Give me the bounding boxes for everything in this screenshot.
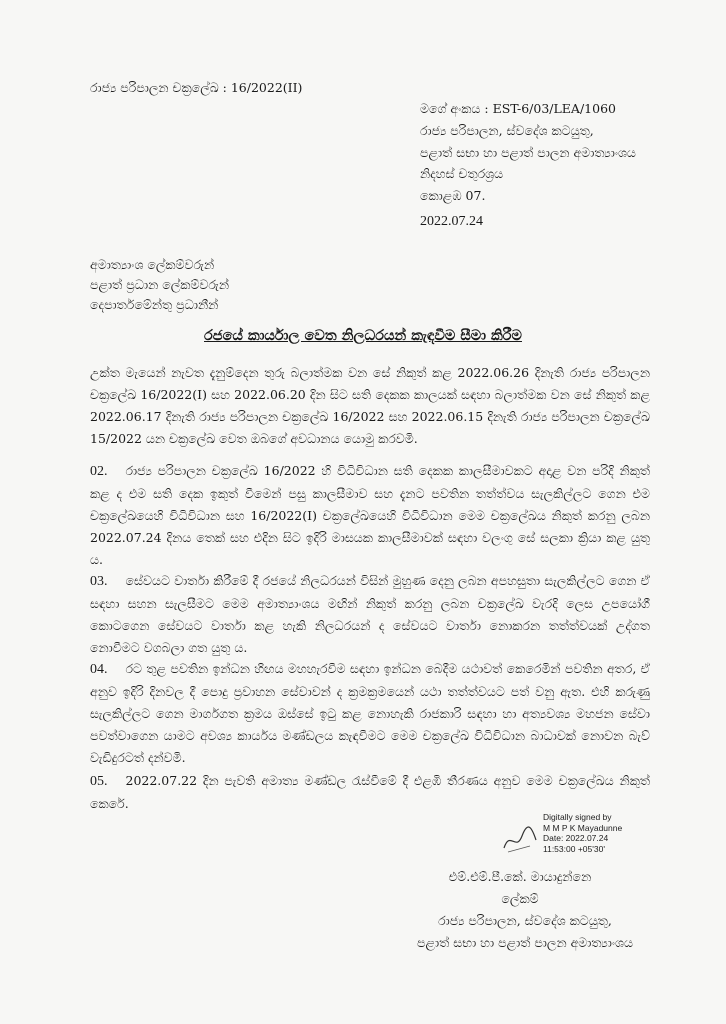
reference-number: මගේ අංකය : EST-6/03/LEA/1060 xyxy=(420,101,616,116)
address-line: පළාත් සභා හා පළාත් පාලන අමාත්‍යාංශය xyxy=(420,145,636,160)
signature-line: Digitally signed by xyxy=(543,812,612,822)
recipient-line: පළාත් ප්‍රධාන ලේකම්වරුන් xyxy=(90,277,229,292)
paragraph-number: 02. xyxy=(90,464,108,479)
signer-designation: ලේකම් xyxy=(501,891,539,906)
address-line: නිදහස් චතුරශ්‍රය xyxy=(420,166,504,181)
signer-ministry-line: පළාත් සභා හා පළාත් පාලන අමාත්‍යාංශය xyxy=(417,935,633,950)
paragraph-number: 05. xyxy=(90,774,108,789)
intro-paragraph: උක්ත මැයෙන් නැවත දැනුම්දෙන තුරු බලාත්මක වන සේ නිකුත් කළ 2022.06.26 දිනැති රාජ්‍ය පරිපාලන චක්‍රලේඛ 16/2022(I) සහ 2022.06.20 දින සිට සති දෙකක කාලයක් සඳහා බලාත්මක වන සේ නිකුත් කළ 2022.06.17 දිනැති රාජ්‍ය පරිපාලන චක්‍රලේඛ 16/2022 සහ 2022.06.15 දිනැති රාජ්‍ය පරිපාලන චක්‍රලේඛ 15/2022 යන චක්‍රලේඛ වෙත ඔබගේ අවධානය යොමු කරවමි. xyxy=(90,365,650,446)
recipient-line: දෙපාර්තමේන්තු ප්‍රධානීන් xyxy=(90,297,219,312)
signature-line: M M P K Mayadunne xyxy=(543,822,623,833)
paragraph-02 xyxy=(90,460,650,571)
digital-signature-stamp xyxy=(543,812,663,854)
signer-ministry-line: රාජ්‍ය පරිපාලන, ස්වදේශ කටයුතු, xyxy=(438,913,612,928)
paragraph-text: රට තුළ පවතින ඉන්ධන හිඟය මහහැරවීම සඳහා ඉන්ධන බෙදීම යථාවත් කෙරෙමින් පවතින අතර, ඒ අනුව ඉදිරි දිනවල දී පොදු ප්‍රවාහන සේවාවන් ද ක්‍රමක්‍රමයෙන් යථා තත්ත්වයට පත් වනු ඇත. එහි කරුණු සැලකිල්ලට ගෙන මාර්ගගත ක්‍රමය ඔස්සේ ඉටු කළ නොහැකි රාජකාරි සඳහා හා අත්‍යවශ්‍ය මහජන සේවා පවත්වාගෙන යාමට අවශ්‍ය කාර්යය මණ්ඩලය කැඳවීමට මෙම චක්‍රලේඛ විධිවිධාන බාධාවක් නොවන බැව් වැඩිදුරටත් දන්වමි. xyxy=(90,661,650,765)
paragraph-text: රාජ්‍ය පරිපාලන චක්‍රලේඛ 16/2022 හි විධිවිධාන සති දෙකක කාලසීමාවකට අදාළ වන පරිදි නිකුත් කළ ද එම සති දෙක ඉකුත් වීමෙන් පසු කාලසීමාව සහ දැනට පවතින තත්ත්වය සැලකිල්ලට ගෙන එම චක්‍රලේඛයෙහි විධිවිධාන සහ 16/2022(I) චක්‍රලේඛයෙහි විධිවිධාන මෙම චක්‍රලේඛය නිකුත් කරනු ලබන 2022.07.24 දිනය තෙක් සහ එදින සිට ඉදිරි මාසයක කාලසීමාවක් සඳහා වලංගු සේ සලකා ක්‍රියා කළ යුතු ය. xyxy=(90,463,650,567)
recipient-line: අමාත්‍යාංශ ලේකම්වරුන් xyxy=(90,257,215,272)
signer-name: එම්.එම්.පී.කේ. මායාදුන්නෙ xyxy=(448,869,592,884)
paragraph-05 xyxy=(90,770,650,815)
address-line: කොළඹ 07. xyxy=(420,188,486,203)
circular-number: රාජ්‍ය පරිපාලන චක්‍රලේඛ : 16/2022(II) xyxy=(90,80,303,95)
paragraph-text: 2022.07.22 දින පැවති අමාත්‍ය මණ්ඩල රැස්වීමේ දී එළඹි තීරණය අනුව මෙම චක්‍රලේඛය නිකුත් කෙරේ. xyxy=(90,773,650,811)
signature-line: 11:53:00 +05'30' xyxy=(543,843,605,854)
issue-date: 2022.07.24 xyxy=(420,214,483,229)
paragraph-03 xyxy=(90,570,650,659)
paragraph-number: 03. xyxy=(90,574,108,589)
signature-line: Date: 2022.07.24 xyxy=(543,833,609,843)
document-title: රජයේ කාර්යාල වෙත නිලධරයන් කැඳවීම සීමා කිරීම xyxy=(204,328,522,344)
paragraph-04 xyxy=(90,658,650,769)
paragraph-text: සේවයට වාර්තා කිරීමේ දී රජයේ නිලධරයන් විසින් මුහුණ දෙනු ලබන අපහසුතා සැලකිල්ලට ගෙන ඒ සඳහා සහන සැලසීමට මෙම අමාත්‍යාංශය මඟින් නිකුත් කරනු ලබන චක්‍රලේඛ වැරදි ලෙස උපයෝගී කොටගෙන සේවයට වාර්තා කළ හැකි නිලධරයන් ද සේවයට වාර්තා නොකරන තත්ත්වයක් උද්ගත නොවීමට වගබලා ගත යුතු ය. xyxy=(90,573,650,655)
paragraph-number: 04. xyxy=(90,662,108,677)
address-line: රාජ්‍ය පරිපාලන, ස්වදේශ කටයුතු, xyxy=(420,123,594,138)
signature-scribble-icon xyxy=(500,818,540,858)
